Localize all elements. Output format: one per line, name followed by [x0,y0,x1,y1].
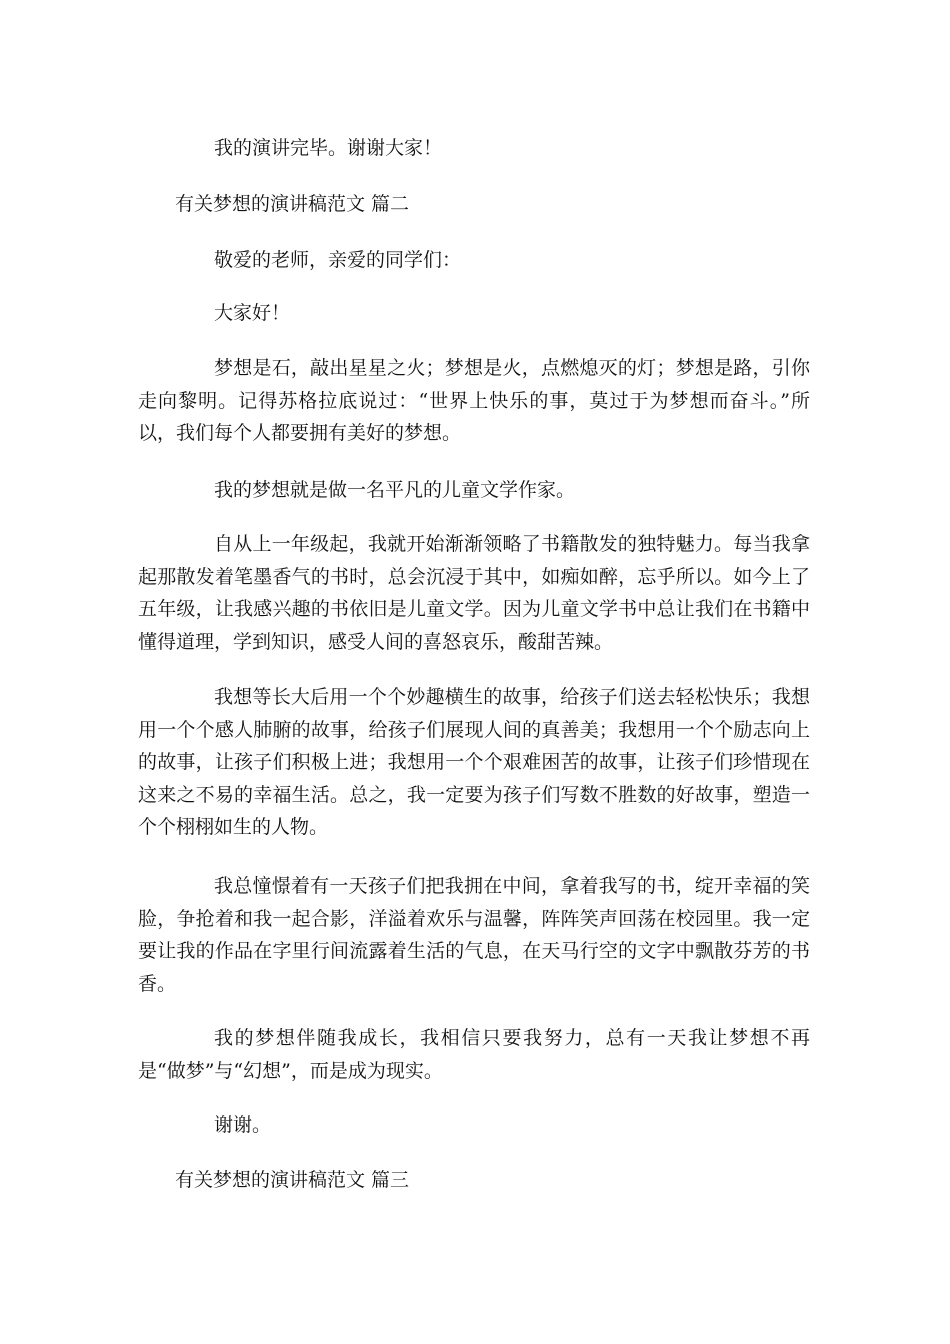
body-paragraph: 我的梦想就是做一名平凡的儿童文学作家。 [214,479,576,501]
greeting-paragraph: 大家好！ [214,302,291,324]
body-paragraph: 我的梦想伴随我成长，我相信只要我努力，总有一天我让梦想不再是“做梦”与“幻想”，而是成为现实。 [138,1027,810,1082]
section-heading-2: 有关梦想的演讲稿范文 篇二 [175,193,410,215]
salutation-paragraph: 敬爱的老师，亲爱的同学们： [214,249,462,271]
section-heading-3: 有关梦想的演讲稿范文 篇三 [175,1169,410,1191]
body-paragraph: 梦想是石，敲出星星之火；梦想是火，点燃熄灭的灯；梦想是路，引你走向黎明。记得苏格拉底说过：“世界上快乐的事，莫过于为梦想而奋斗。”所以，我们每个人都要拥有美好的梦想。 [138,357,810,444]
thanks-paragraph: 谢谢。 [214,1114,272,1136]
body-paragraph: 自从上一年级起，我就开始渐渐领略了书籍散发的独特魅力。每当我拿起那散发着笔墨香气的书时，总会沉浸于其中，如痴如醉，忘乎所以。如今上了五年级，让我感兴趣的书依旧是儿童文学。因为儿童文学书中总让我们在书籍中懂得道理，学到知识，感受人间的喜怒哀乐，酸甜苦辣。 [138,533,810,653]
body-paragraph: 我总憧憬着有一天孩子们把我拥在中间，拿着我写的书，绽开幸福的笑脸，争抢着和我一起合影，洋溢着欢乐与温馨，阵阵笑声回荡在校园里。我一定要让我的作品在字里行间流露着生活的气息，在天马行空的文字中飘散芬芳的书香。 [138,875,810,995]
closing-paragraph: 我的演讲完毕。谢谢大家！ [214,137,443,159]
body-paragraph: 我想等长大后用一个个妙趣横生的故事，给孩子们送去轻松快乐；我想用一个个感人肺腑的故事，给孩子们展现人间的真善美；我想用一个个励志向上的故事，让孩子们积极上进；我想用一个个艰难困苦的故事，让孩子们珍惜现在这来之不易的幸福生活。总之，我一定要为孩子们写数不胜数的好故事，塑造一个个栩栩如生的人物。 [138,686,810,838]
